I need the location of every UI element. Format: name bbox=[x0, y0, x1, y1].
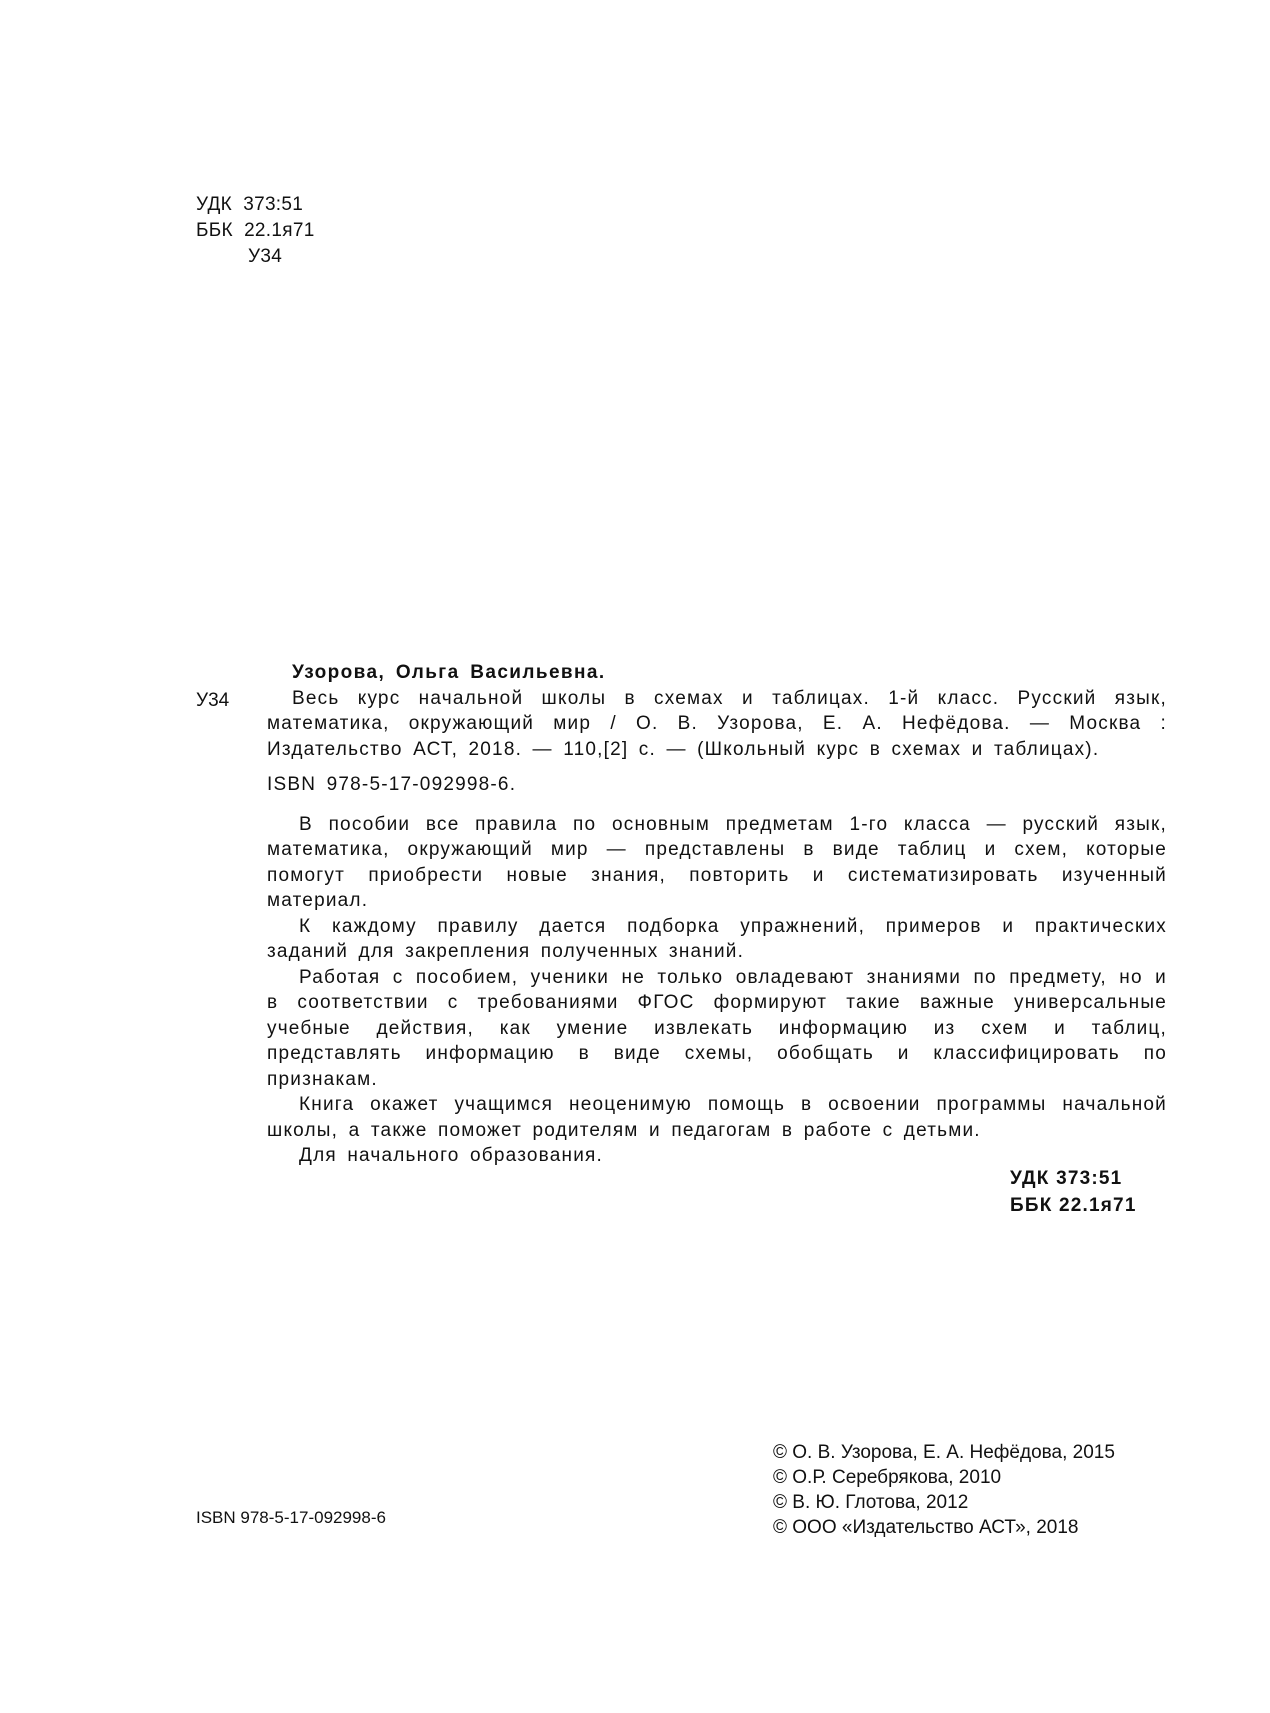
bbk-code: ББК 22.1я71 bbox=[196, 220, 315, 241]
udk-code: УДК 373:51 bbox=[196, 194, 304, 215]
copyright-line: © ООО «Издательство АСТ», 2018 bbox=[773, 1517, 1079, 1538]
bbk-code-bold: ББК 22.1я71 bbox=[1010, 1195, 1137, 1216]
annotation-paragraph: Книга окажет учащимся неоценимую помощь в освоении программы начальной школы, а также поможет родителям и педагогам в работе с детьми. bbox=[267, 1094, 1167, 1141]
copyright-line: © О. В. Узорова, Е. А. Нефёдова, 2015 bbox=[773, 1442, 1115, 1463]
card-author-mark: У34 bbox=[196, 690, 230, 711]
author-mark: У34 bbox=[248, 246, 283, 267]
card-isbn: ISBN 978-5-17-092998-6. bbox=[267, 774, 517, 795]
annotation-paragraph: В пособии все правила по основным предметам 1-го класса — русский язык, математика, окружающий мир — представлены в виде таблиц и схем, которые помогут приобрести новые знания, повторить и систематизировать изученный материал. bbox=[267, 813, 1167, 911]
bibliographic-description bbox=[267, 686, 1167, 763]
copyright-line: © О.Р. Серебрякова, 2010 bbox=[773, 1467, 1002, 1488]
annotation-paragraph: Для начального образования. bbox=[299, 1145, 603, 1166]
annotation bbox=[267, 812, 1167, 1169]
copyright-line: © В. Ю. Глотова, 2012 bbox=[773, 1492, 969, 1513]
annotation-paragraph: К каждому правилу дается подборка упражнений, примеров и практических заданий для закрепления полученных знаний. bbox=[267, 915, 1167, 962]
catalog-card bbox=[267, 660, 1167, 1169]
udk-code-bold: УДК 373:51 bbox=[1010, 1168, 1123, 1189]
classification-codes-bottom bbox=[1010, 1165, 1137, 1219]
bibliographic-text: Весь курс начальной школы в схемах и таблицах. 1-й класс. Русский язык, математика, окружающий мир / О. В. Узорова, Е. А. Нефёдова. — Москва : Издательство АСТ, 2018. — 110,[2] с. — (Школьный курс в схемах и таблицах). bbox=[267, 687, 1167, 760]
classification-codes-top bbox=[196, 192, 315, 270]
author-heading: Узорова, Ольга Васильевна. bbox=[292, 662, 606, 683]
annotation-paragraph: Работая с пособием, ученики не только овладевают знаниями по предмету, но и в соответствии с требованиями ФГОС формируют такие важные универсальные учебные действия, как умение извлекать информацию из схем и таблиц, представлять информацию в виде схемы, обобщать и классифицировать по признакам. bbox=[267, 966, 1167, 1090]
isbn-footer: ISBN 978-5-17-092998-6 bbox=[196, 1508, 386, 1527]
copyright-block bbox=[773, 1440, 1115, 1540]
